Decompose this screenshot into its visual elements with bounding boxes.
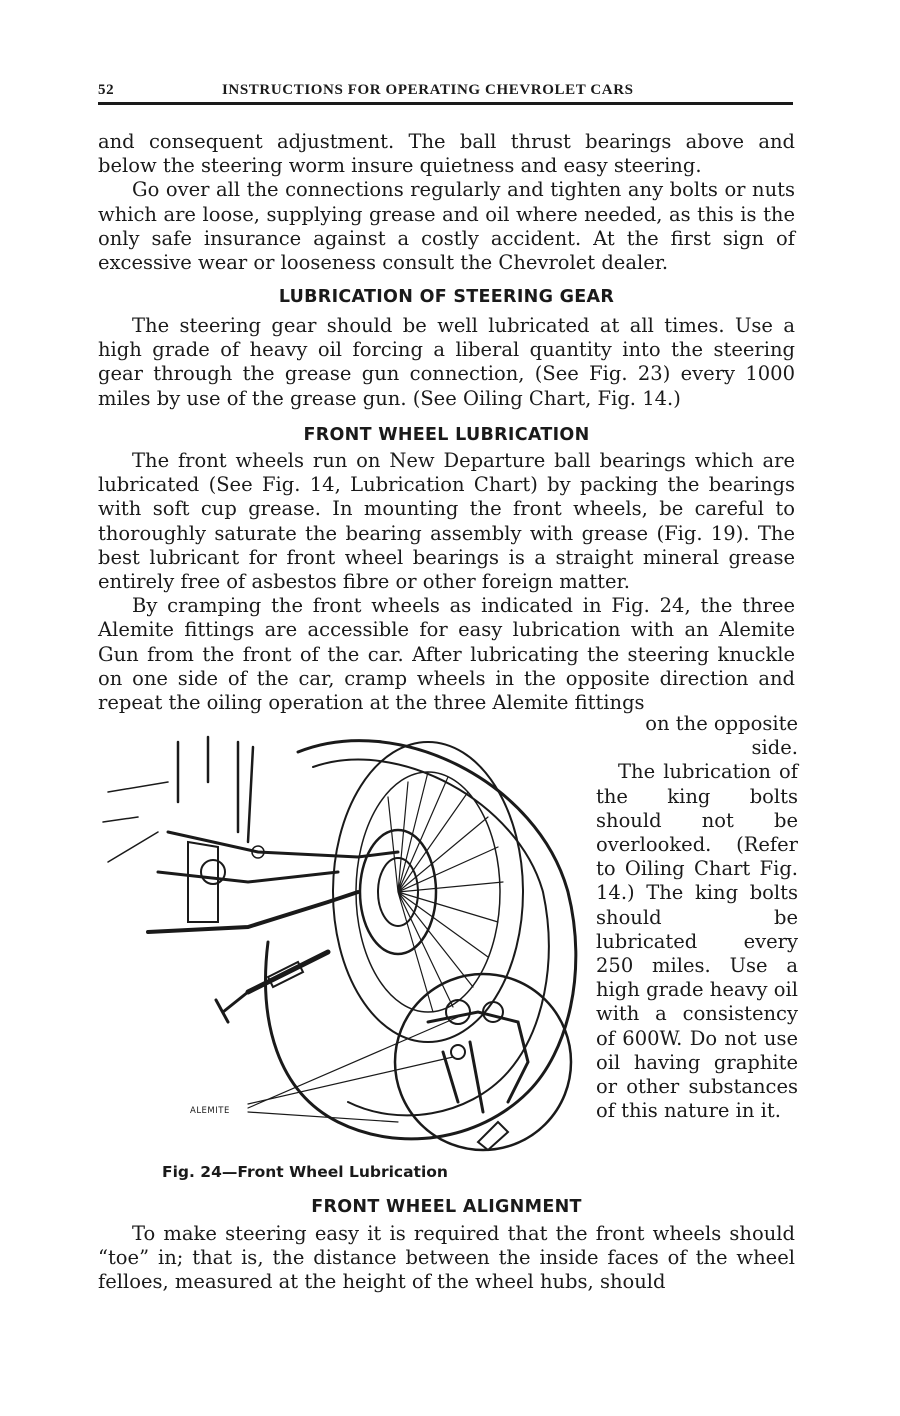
steering-gear-paragraph: The steering gear should be well lubricated at all times. Use a high grade of heavy oil forcing a liberal quantity into the steering gear through the grease gun connection, (See Fig. 23) every 1000 miles by use of the grease gun. (See Oiling Chart, Fig. 14.)	[98, 314, 795, 410]
header-rule	[98, 102, 793, 105]
front-wheel-illustration	[98, 722, 578, 1162]
running-title: INSTRUCTIONS FOR OPERATING CHEVROLET CARS	[222, 82, 634, 98]
king-bolt-paragraph: The lubrication of the king bolts should not be overlooked. (Refer to Oiling Chart Fig. 14.) The king bolts should be lubricated every 250 miles. Use a high grade heavy oil with a consistency of 600W. Do not use oil having graphite or other substances of this nature in it.	[596, 760, 798, 1123]
alignment-text	[98, 1222, 795, 1295]
figure-caption: Fig. 24—Front Wheel Lubrication	[162, 1163, 448, 1181]
alignment-paragraph: To make steering easy it is required that the front wheels should “toe” in; that is, the distance between the inside faces of the wheel felloes, measured at the height of the wheel hubs, should	[98, 1222, 795, 1294]
intro-text	[98, 130, 795, 275]
alemite-callout: ALEMITE	[190, 1106, 230, 1116]
heading-steering-gear: LUBRICATION OF STEERING GEAR	[278, 287, 615, 307]
steering-gear-text	[98, 314, 795, 411]
running-head	[98, 82, 793, 104]
front-wheel-text	[98, 449, 795, 715]
front-wheel-paragraph-1: The front wheels run on New Departure ball bearings which are lubricated (See Fig. 14, Lubrication Chart) by packing the bearings with soft cup grease. In mounting the front wheels, be careful to thoroughly saturate the bearing assembly with grease (Fig. 19). The best lubricant for front wheel bearings is a straight mineral grease entirely free of asbestos fibre or other foreign matter.	[98, 449, 795, 594]
front-wheel-figure	[98, 722, 578, 1162]
king-bolt-text	[596, 712, 798, 1123]
page-number: 52	[98, 82, 115, 98]
intro-paragraph-2: Go over all the connections regularly and tighten any bolts or nuts which are loose, supplying grease and oil where needed, as this is the only safe insurance against a costly accident. At the first sign of excessive wear or looseness consult the Chevrolet dealer.	[98, 178, 795, 275]
intro-paragraph-1: and consequent adjustment. The ball thrust bearings above and below the steering worm insure quietness and easy steering.	[98, 130, 795, 178]
heading-front-wheel-lubrication: FRONT WHEEL LUBRICATION	[303, 425, 590, 445]
front-wheel-paragraph-2-end: on the opposite side.	[645, 712, 798, 760]
front-wheel-paragraph-2: By cramping the front wheels as indicated in Fig. 24, the three Alemite fittings are accessible for easy lubrication with an Alemite Gun from the front of the car. After lubricating the steering knuckle on one side of the car, cramp wheels in the opposite direction and repeat the oiling operation at the three Alemite fittings	[98, 594, 795, 715]
heading-front-wheel-alignment: FRONT WHEEL ALIGNMENT	[311, 1197, 582, 1217]
